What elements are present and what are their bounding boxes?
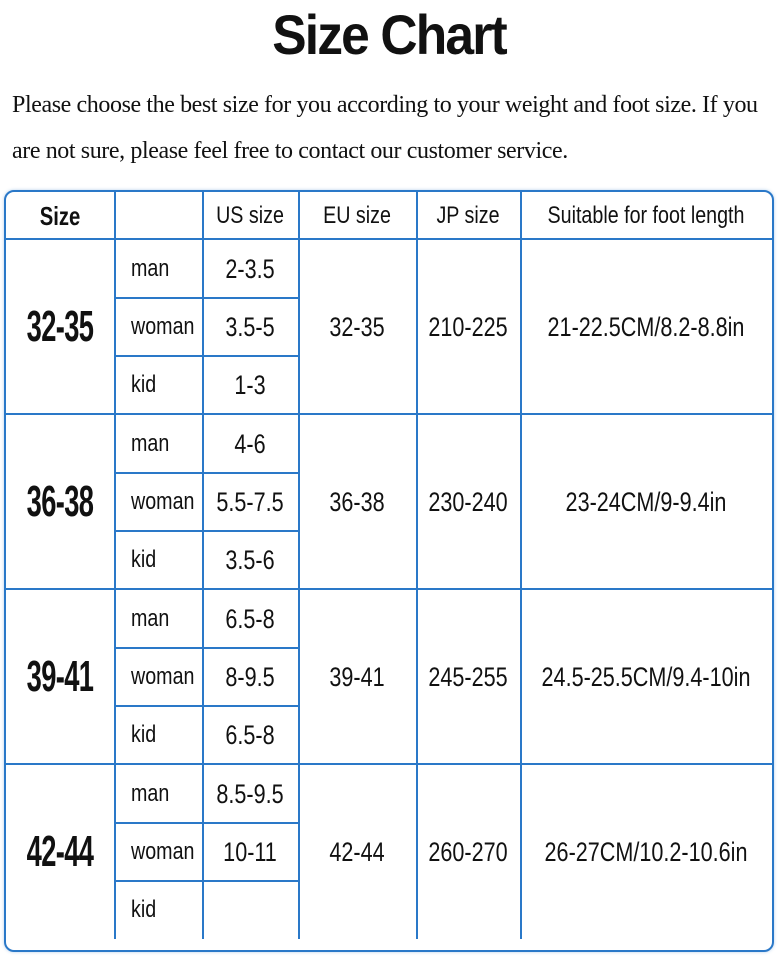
header-us-size: US size (216, 202, 284, 229)
eu-size-value: 42-44 (329, 836, 385, 867)
header-blank (122, 192, 194, 240)
wearer-type: woman (131, 663, 195, 690)
header-column-divider (416, 192, 418, 240)
us-size-value: 8-9.5 (225, 661, 275, 692)
us-size-value: 6.5-8 (225, 603, 275, 634)
column-divider (520, 415, 522, 589)
foot-length-value: 24.5-25.5CM/9.4-10in (541, 661, 751, 692)
sub-row-divider (114, 530, 298, 532)
us-size-value: 10-11 (223, 836, 277, 867)
wearer-type: man (131, 430, 170, 457)
sub-row-divider (114, 822, 298, 824)
foot-length-value: 21-22.5CM/8.2-8.8in (547, 311, 745, 342)
column-divider (202, 415, 204, 589)
us-size-value: 4-6 (234, 428, 266, 459)
header-jp-size: JP size (436, 202, 500, 229)
column-divider (520, 590, 522, 764)
wearer-type: kid (131, 896, 157, 923)
us-size-value: 5.5-7.5 (216, 486, 284, 517)
column-divider (298, 765, 300, 939)
sub-row-divider (114, 647, 298, 649)
jp-size-value: 210-225 (428, 311, 508, 342)
us-size-value: 8.5-9.5 (216, 778, 284, 809)
column-divider (114, 590, 116, 764)
column-divider (298, 240, 300, 414)
size-range-label: 39-41 (26, 652, 94, 701)
size-table (4, 190, 774, 952)
header-foot-length: Suitable for foot length (547, 202, 745, 229)
column-divider (114, 765, 116, 939)
intro-text: Please choose the best size for you according to your weight and foot size. If you are not sure, please feel free to contact our customer service. (12, 92, 758, 164)
us-size-value: 6.5-8 (225, 719, 275, 750)
us-size-value: 3.5-6 (225, 544, 275, 575)
header-column-divider (298, 192, 300, 240)
column-divider (202, 240, 204, 414)
us-size-value: 1-3 (234, 369, 266, 400)
wearer-type: kid (131, 546, 157, 573)
eu-size-value: 32-35 (329, 311, 385, 342)
column-divider (416, 240, 418, 414)
wearer-type: woman (131, 313, 195, 340)
jp-size-value: 260-270 (428, 836, 508, 867)
us-size-value: 3.5-5 (225, 311, 275, 342)
us-size-value: 2-3.5 (225, 253, 275, 284)
column-divider (114, 415, 116, 589)
header-column-divider (114, 192, 116, 240)
jp-size-value: 230-240 (428, 486, 508, 517)
column-divider (416, 415, 418, 589)
size-range-label: 42-44 (26, 827, 94, 876)
wearer-type: man (131, 255, 170, 282)
column-divider (520, 240, 522, 414)
header-column-divider (202, 192, 204, 240)
eu-size-value: 36-38 (329, 486, 385, 517)
eu-size-value: 39-41 (329, 661, 385, 692)
size-range-label: 32-35 (26, 302, 94, 351)
header-eu-size: EU size (323, 202, 391, 229)
header-size: Size (39, 200, 81, 231)
wearer-type: kid (131, 721, 157, 748)
column-divider (114, 240, 116, 414)
column-divider (298, 415, 300, 589)
header-column-divider (520, 192, 522, 240)
column-divider (298, 590, 300, 764)
wearer-type: woman (131, 838, 195, 865)
wearer-type: man (131, 605, 170, 632)
us-size-value (212, 881, 289, 939)
page-title: Size Chart (272, 3, 506, 66)
sub-row-divider (114, 705, 298, 707)
sub-row-divider (114, 472, 298, 474)
wearer-type: man (131, 780, 170, 807)
wearer-type: kid (131, 371, 157, 398)
jp-size-value: 245-255 (428, 661, 508, 692)
sub-row-divider (114, 355, 298, 357)
column-divider (202, 590, 204, 764)
foot-length-value: 23-24CM/9-9.4in (565, 486, 727, 517)
size-range-label: 36-38 (26, 477, 94, 526)
column-divider (202, 765, 204, 939)
column-divider (520, 765, 522, 939)
sub-row-divider (114, 297, 298, 299)
column-divider (416, 765, 418, 939)
column-divider (416, 590, 418, 764)
foot-length-value: 26-27CM/10.2-10.6in (544, 836, 748, 867)
sub-row-divider (114, 880, 298, 882)
wearer-type: woman (131, 488, 195, 515)
